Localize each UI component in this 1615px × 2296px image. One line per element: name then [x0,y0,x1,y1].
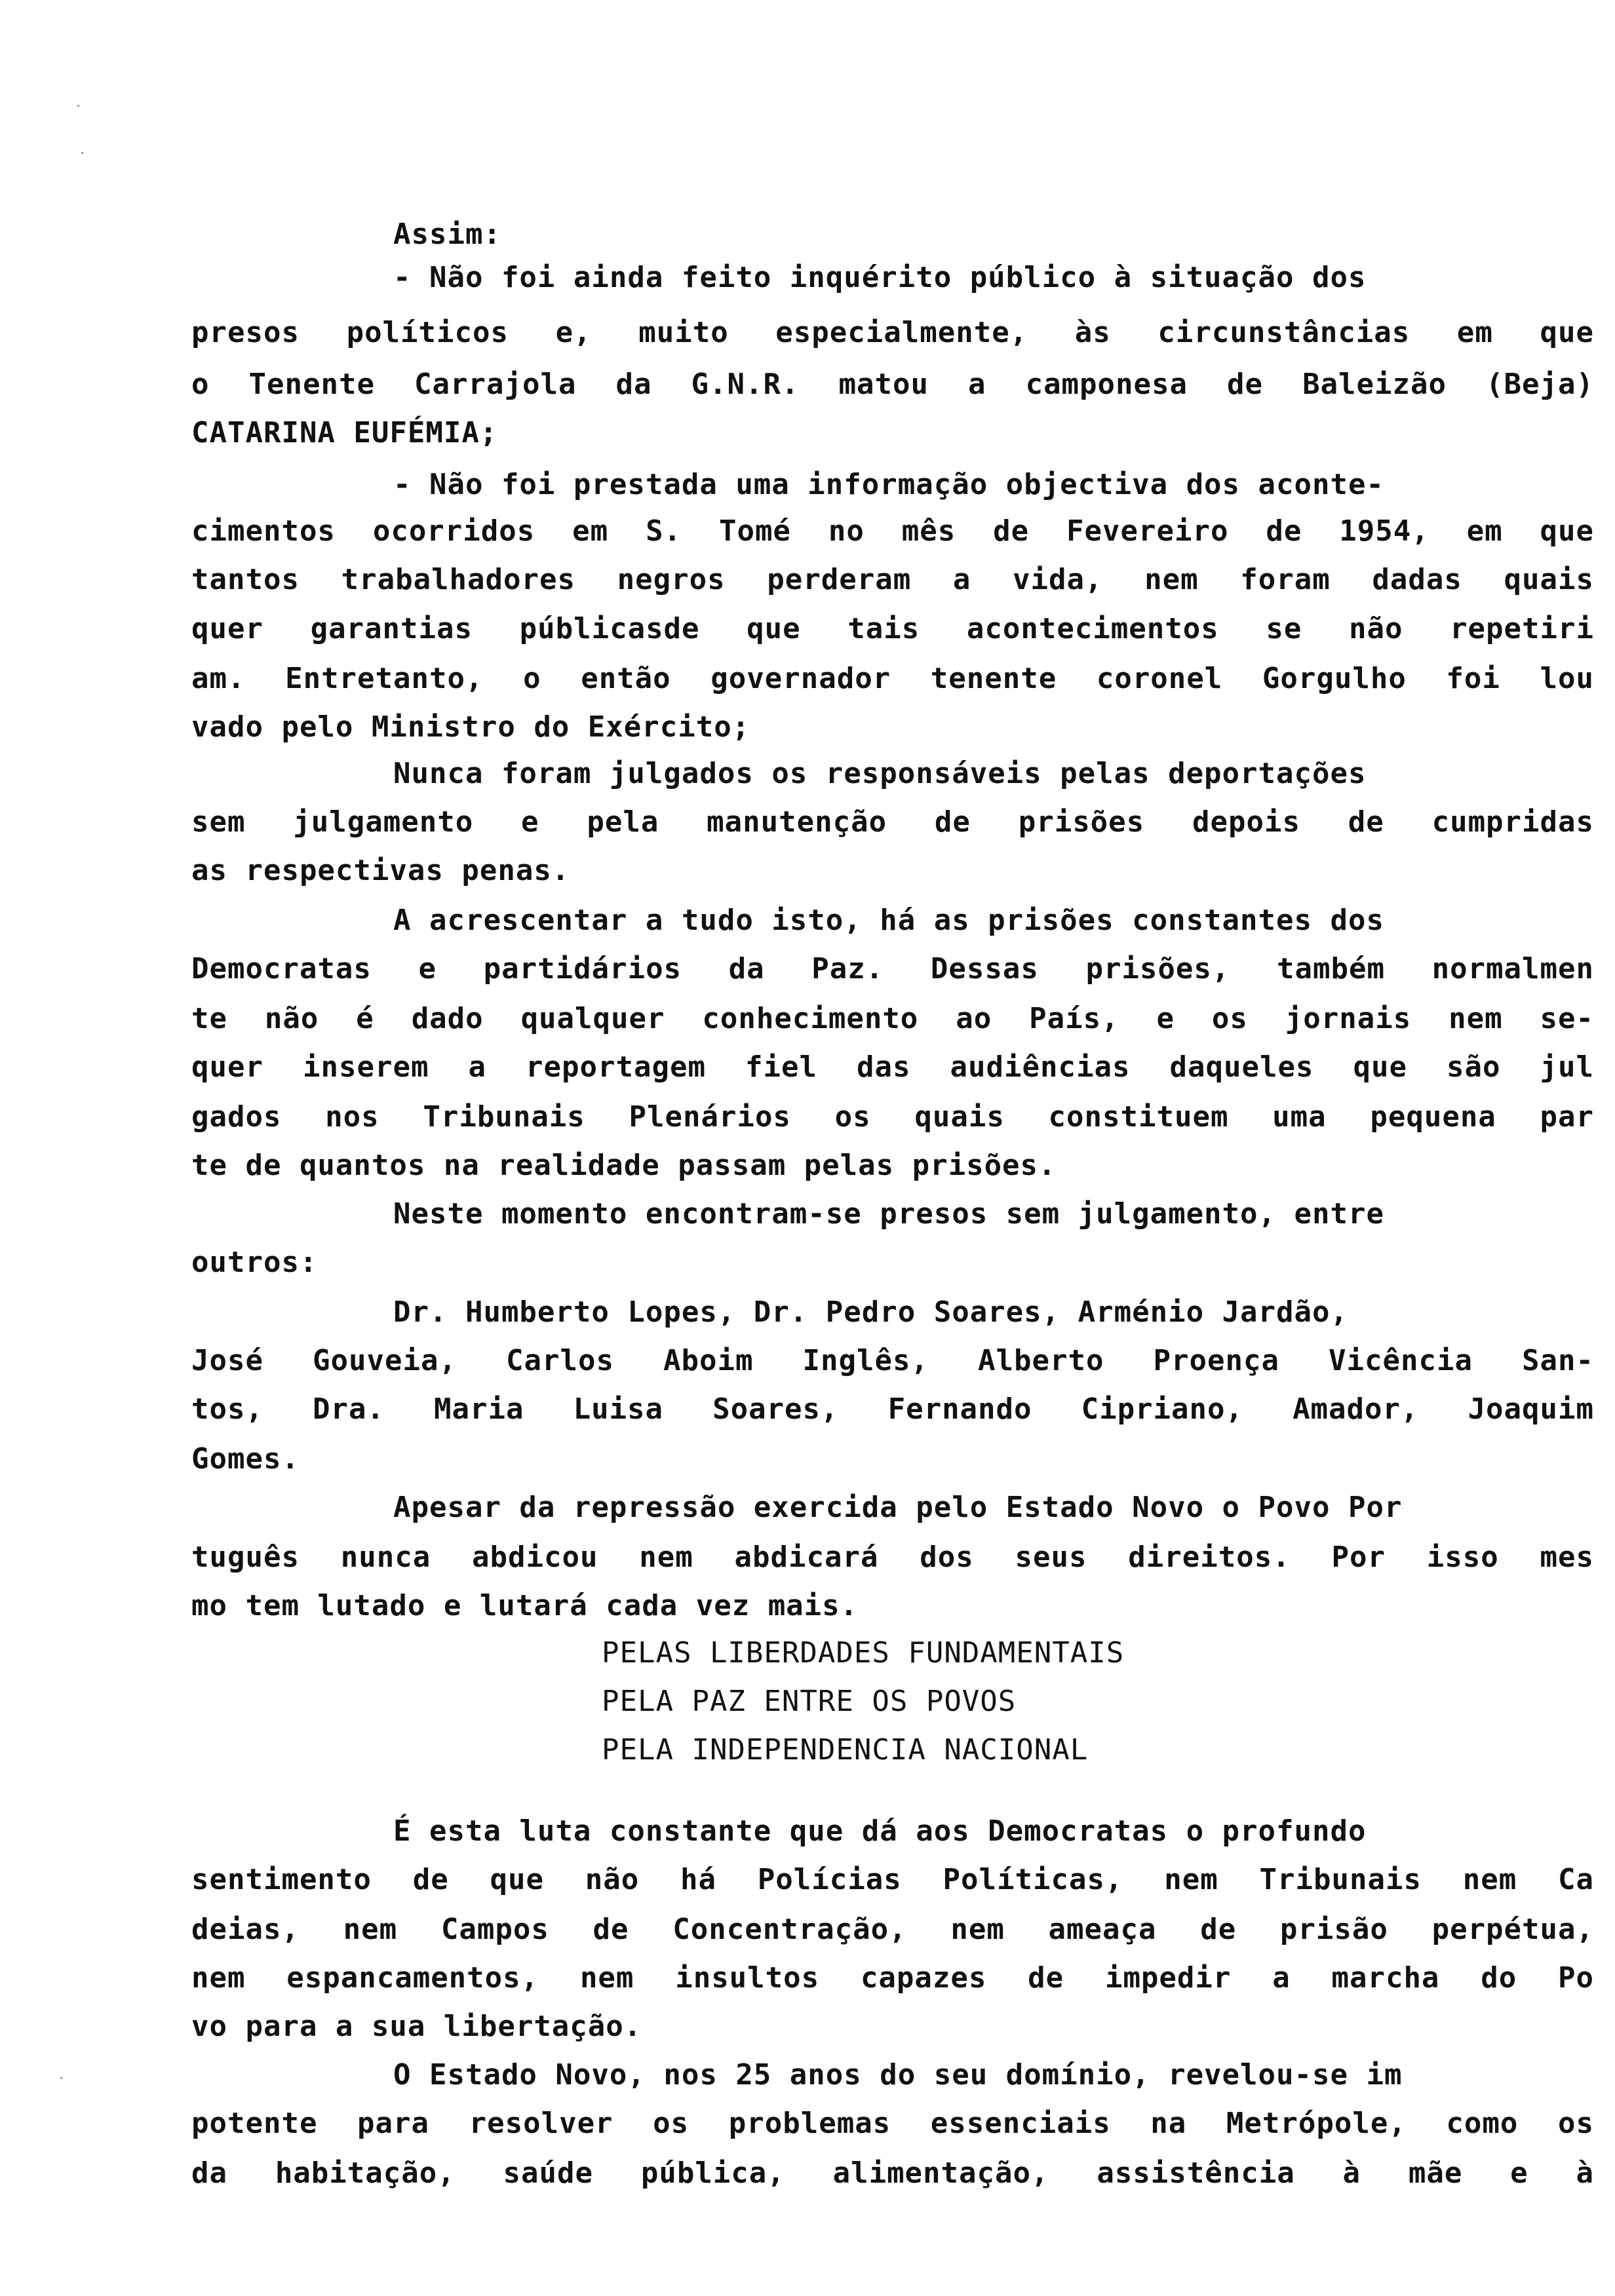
text-line: A acrescentar a tudo isto, há as prisões constantes dos [393,904,1384,937]
text-line: am. Entretanto, o então governador tenente coronel Gorgulho foi lou [191,662,1594,695]
scan-speck [77,105,79,107]
text-line: sentimento de que não há Polícias Políticas, nem Tribunais nem Ca [191,1863,1594,1896]
text-line: mo tem lutado e lutará cada vez mais. [191,1589,859,1622]
text-line: nem espancamentos, nem insultos capazes de impedir a marcha do Po [191,1961,1594,1995]
slogan-line: PELA INDEPENDENCIA NACIONAL [602,1733,1089,1767]
text-line: deias, nem Campos de Concentração, nem ameaça de prisão perpétua, [191,1913,1594,1946]
text-line: O Estado Novo, nos 25 anos do seu domínio, revelou-se im [393,2058,1403,2092]
text-line: te não é dado qualquer conhecimento ao País, e os jornais nem se- [191,1002,1594,1035]
text-line: - Não foi prestada uma informação objectiva dos aconte- [393,468,1384,501]
text-line: Dr. Humberto Lopes, Dr. Pedro Soares, Arménio Jardão, [393,1295,1348,1329]
text-line: tuguês nunca abdicou nem abdicará dos seus direitos. Por isso mes [191,1540,1594,1574]
text-line: tos, Dra. Maria Luisa Soares, Fernando Cipriano, Amador, Joaquim [191,1392,1594,1426]
text-line: quer garantias públicasde que tais acontecimentos se não repetiri [191,612,1594,645]
text-line: Assim: [393,218,501,251]
text-line: CATARINA EUFÉMIA; [191,416,498,450]
text-line: tantos trabalhadores negros perderam a vida, nem foram dadas quais [191,563,1594,596]
text-line: cimentos ocorridos em S. Tomé no mês de Fevereiro de 1954, em que [191,514,1594,548]
text-line: Democratas e partidários da Paz. Dessas prisões, também normalmen [191,952,1594,985]
text-line: as respectivas penas. [191,854,570,887]
text-line: vado pelo Ministro do Exército; [191,710,750,744]
text-line: outros: [191,1246,318,1279]
text-line: - Não foi ainda feito inquérito público à situação dos [393,261,1367,294]
text-line: quer inserem a reportagem fiel das audiências daqueles que são jul [191,1050,1594,1084]
text-line: Apesar da repressão exercida pelo Estado Novo o Povo Por [393,1491,1403,1524]
slogan-line: PELAS LIBERDADES FUNDAMENTAIS [602,1636,1125,1670]
text-line: potente para resolver os problemas essenciais na Metrópole, como os [191,2107,1594,2140]
text-line: gados nos Tribunais Plenários os quais constituem uma pequena par [191,1100,1594,1134]
text-line: sem julgamento e pela manutenção de prisões depois de cumpridas [191,805,1594,839]
text-line: É esta luta constante que dá aos Democratas o profundo [393,1814,1367,1848]
scan-speck [81,152,83,154]
slogan-line: PELA PAZ ENTRE OS POVOS [602,1685,1017,1718]
text-line: Nunca foram julgados os responsáveis pelas deportações [393,757,1367,790]
text-line: Gomes. [191,1442,300,1476]
text-line: da habitação, saúde pública, alimentação, assistência à mãe e à [191,2156,1594,2190]
text-line: te de quantos na realidade passam pelas prisões. [191,1149,1057,1182]
scan-speck [60,2077,62,2079]
text-line: o Tenente Carrajola da G.N.R. matou a camponesa de Baleizão (Beja) [191,368,1594,401]
text-line: vo para a sua libertação. [191,2010,642,2043]
text-line: Neste momento encontram-se presos sem julgamento, entre [393,1197,1384,1231]
text-line: José Gouveia, Carlos Aboim Inglês, Alberto Proença Vicência San- [191,1344,1594,1377]
text-line: presos políticos e, muito especialmente, às circunstâncias em que [191,316,1594,349]
